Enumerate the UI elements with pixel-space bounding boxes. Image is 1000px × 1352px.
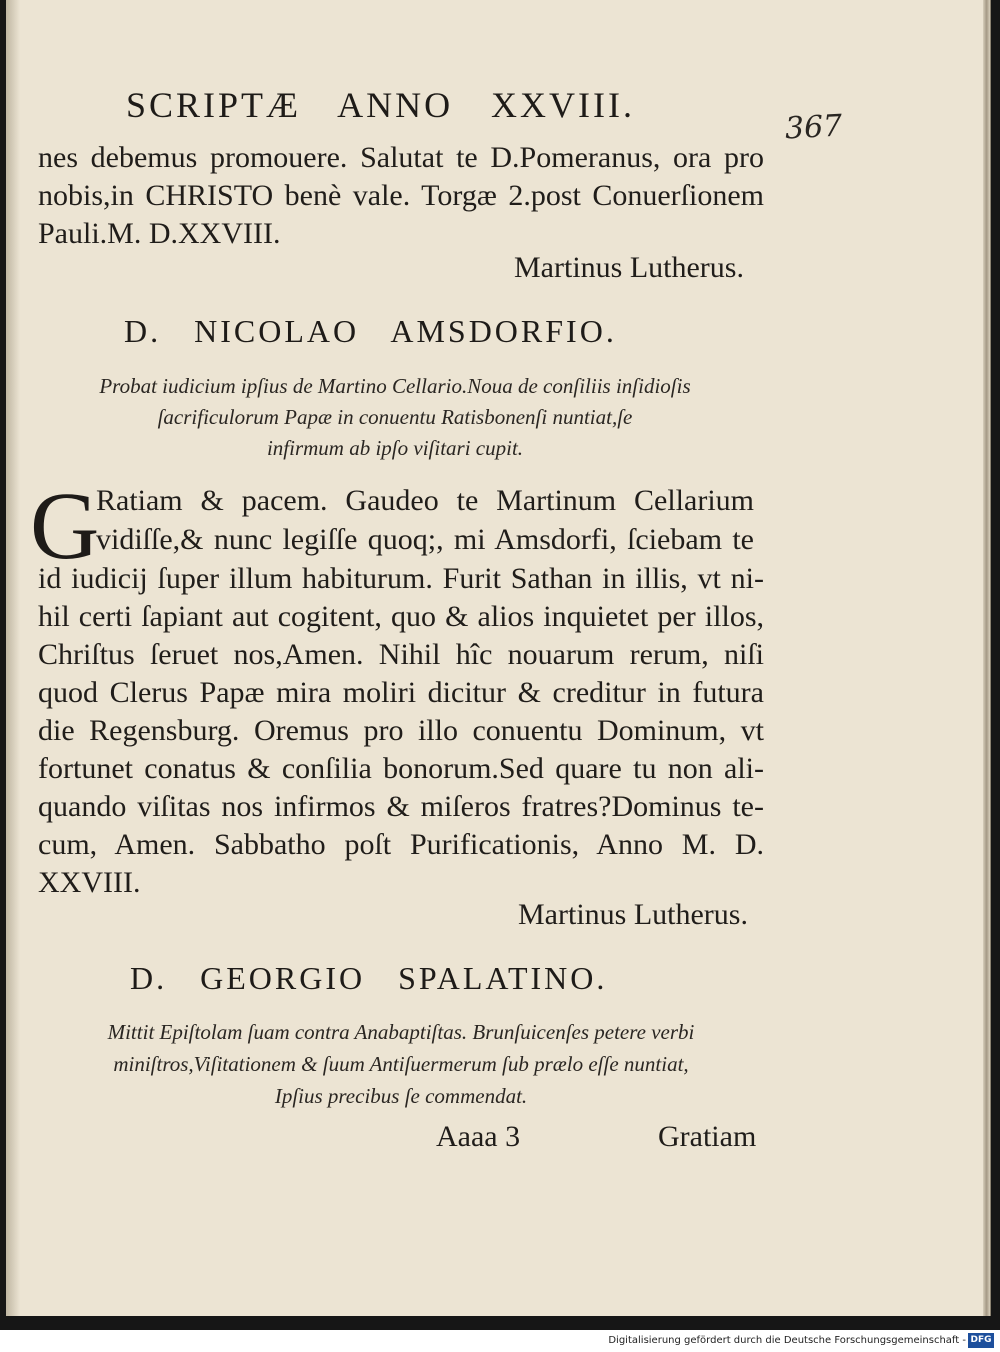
text-line: id iudicij ſuper illum habiturum. Furit Sathan in illis, vt ni-	[38, 562, 764, 595]
summary-line: ſacrificulorum Papæ in conuentu Ratisbonenſi nuntiat,ſe	[157, 405, 633, 429]
text-line: XXVIII.	[38, 866, 141, 899]
signature: Martinus Lutherus.	[518, 898, 748, 931]
text-line: Chriſtus ſeruet nos,Amen. Nihil hîc nouarum rerum, niſi	[38, 638, 764, 671]
text-line: nobis,in CHRISTO benè vale. Torgæ 2.post Conuerſionem	[38, 179, 764, 212]
summary-line: infirmum ab ipſo viſitari cupit.	[266, 436, 524, 460]
dfg-logo-icon: DFG	[968, 1333, 994, 1348]
summary-line: Ipſius precibus ſe commendat.	[274, 1084, 528, 1108]
text-line: nes debemus promouere. Salutat te D.Pomeranus, ora pro	[38, 141, 764, 174]
summary-line: miniſtros,Viſitationem & ſuum Antiſuermerum ſub prælo eſſe nuntiat,	[113, 1052, 689, 1076]
text-line: vidiſſe,& nunc legiſſe quoq;, mi Amsdorfi, ſciebam te	[96, 523, 754, 556]
folio-number: 367	[784, 108, 844, 147]
page-edge	[983, 0, 990, 1316]
text-line: Ratiam & pacem. Gaudeo te Martinum Cellarium	[96, 484, 754, 517]
text-line: cum, Amen. Sabbatho poſt Purificationis, Anno M. D.	[38, 828, 764, 861]
text-line: hil certi ſapiant aut cogitent, quo & alios inquietet per illos,	[38, 600, 764, 633]
text-line: fortunet conatus & conſilia bonorum.Sed quare tu non ali-	[38, 752, 764, 785]
drop-cap: G	[30, 472, 100, 579]
page-gutter	[6, 0, 20, 1316]
letter-heading: D. GEORGIO SPALATINO.	[130, 960, 608, 996]
running-head: SCRIPTÆ ANNO XXVIII.	[126, 85, 636, 125]
catchword: Gratiam	[658, 1120, 757, 1153]
footer-bar	[0, 1330, 1000, 1352]
signature-mark: Aaaa 3	[436, 1120, 521, 1153]
summary-line: Mittit Epiſtolam ſuam contra Anabaptiſtas. Brunſuicenſes petere verbi	[107, 1020, 695, 1044]
letter-heading: D. NICOLAO AMSDORFIO.	[124, 313, 617, 349]
text-line: die Regensburg. Oremus pro illo conuentu Dominum, vt	[38, 714, 764, 747]
footer-credit: Digitalisierung gefördert durch die Deutsche Forschungsgemeinschaft -	[608, 1335, 966, 1346]
text-line: Pauli.M. D.XXVIII.	[38, 217, 281, 250]
text-line: quando viſitas nos infirmos & miſeros fratres?Dominus te-	[38, 790, 764, 823]
signature: Martinus Lutherus.	[514, 251, 744, 284]
summary-line: Probat iudicium ipſius de Martino Cellario.Noua de conſiliis inſidioſis	[99, 374, 691, 398]
text-line: quod Clerus Papæ mira moliri dicitur & creditur in futura	[38, 676, 764, 709]
